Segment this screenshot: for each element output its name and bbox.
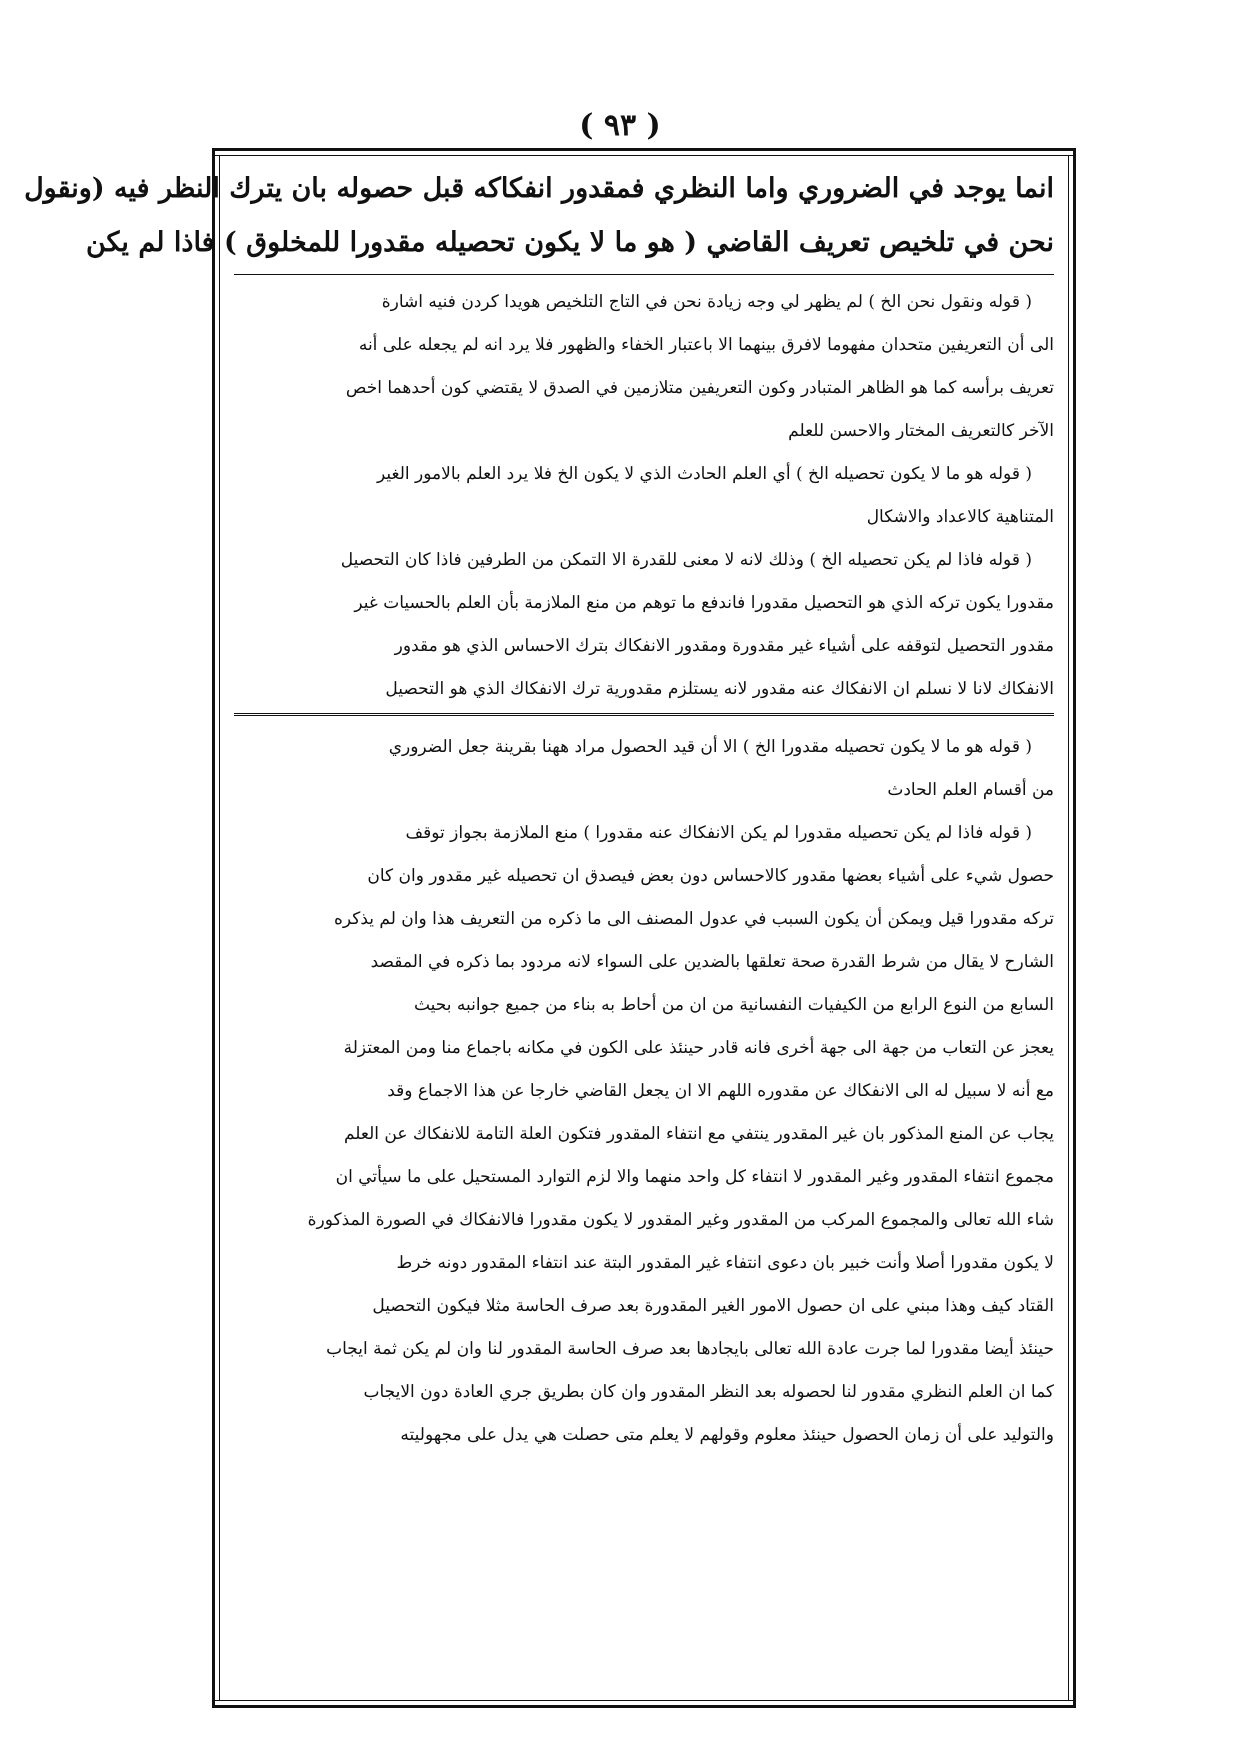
page-number: ( ٩٣ ) xyxy=(579,108,661,143)
gloss-line: والتوليد على أن زمان الحصول حينئذ معلوم وقولهم لا يعلم متى حصلت هي يدل على مجهوليته xyxy=(400,1425,1054,1445)
gloss-line: الى أن التعريفين متحدان مفهوما لافرق بينهما الا باعتبار الخفاء والظهور فلا يرد انه لم يجعله على أنه xyxy=(358,335,1054,355)
gloss-line: كما ان العلم النظري مقدور لنا لحصوله بعد النظر المقدور وان كان بطريق جري العادة دون الايجاب xyxy=(363,1382,1054,1402)
gloss-line: من أقسام العلم الحادث xyxy=(887,780,1054,800)
gloss-line: حصول شيء على أشياء بعضها مقدور كالاحساس دون بعض فيصدق ان تحصيله غير مقدور وان كان xyxy=(367,866,1054,886)
gloss-line: مقدورا يكون تركه الذي هو التحصيل مقدورا فاندفع ما توهم من منع الملازمة بأن العلم بالحسيات غير xyxy=(354,593,1054,613)
gloss-line: شاء الله تعالى والمجموع المركب من المقدور وغير المقدور لا يكون مقدورا فالانفكاك في الصورة المذكورة xyxy=(307,1210,1054,1230)
gloss-line: تركه مقدورا قيل ويمكن أن يكون السبب في عدول المصنف الى ما ذكره من التعريف هذا وان لم يذكره xyxy=(333,909,1054,929)
gloss-line: المتناهية كالاعداد والاشكال xyxy=(866,507,1054,527)
gloss-line: لا يكون مقدورا أصلا وأنت خبير بان دعوى انتفاء غير المقدور البتة عند انتفاء المقدور دونه خرط xyxy=(396,1253,1054,1273)
gloss-line: ( قوله هو ما لا يكون تحصيله مقدورا الخ ) الا أن قيد الحصول مراد ههنا بقرينة جعل الضروري xyxy=(388,737,1032,757)
main-text xyxy=(24,162,1054,270)
gloss-line: ( قوله هو ما لا يكون تحصيله الخ ) أي العلم الحادث الذي لا يكون الخ فلا يرد العلم بالامور الغير xyxy=(377,464,1032,484)
gloss-line: يعجز عن التعاب من جهة الى جهة أخرى فانه قادر حينئذ على الكون في مكانه باجماع منا ومن المعتزلة xyxy=(343,1038,1054,1058)
gloss-line: تعريف برأسه كما هو الظاهر المتبادر وكون التعريفين متلازمين في الصدق لا يقتضي كون أحدهما اخص xyxy=(345,378,1054,398)
gloss-line: مقدور التحصيل لتوقفه على أشياء غير مقدورة ومقدور الانفكاك بترك الاحساس الذي هو مقدور xyxy=(394,636,1054,656)
page-frame xyxy=(24,148,1076,1708)
gloss-line: حينئذ أيضا مقدورا لما جرت عادة الله تعالى بايجادها بعد صرف الحاسة المقدور لنا وان لم يكن ثمة ايجاب xyxy=(326,1339,1054,1359)
page-content xyxy=(24,162,1054,1694)
gloss-line: الانفكاك لانا لا نسلم ان الانفكاك عنه مقدور لانه يستلزم مقدورية ترك الانفكاك الذي هو التحصيل xyxy=(385,679,1054,699)
gloss-line: السابع من النوع الرابع من الكيفيات النفسانية من ان من أحاط به بناء من جميع جوانبه بحيث xyxy=(413,995,1054,1015)
gloss-line: القتاد كيف وهذا مبني على ان حصول الامور الغير المقدورة بعد صرف الحاسة مثلا فيكون التحصيل xyxy=(372,1296,1054,1316)
gloss-line: مجموع انتفاء المقدور وغير المقدور لا انتفاء كل واحد منهما والا لزم التوارد المستحيل على ما سيأتي ان xyxy=(335,1167,1054,1187)
gloss-line: الشارح لا يقال من شرط القدرة صحة تعلقها بالضدين على السواء لانه مردود بما ذكره في المقصد xyxy=(370,952,1054,972)
gloss-line: يجاب عن المنع المذكور بان غير المقدور ينتفي مع انتفاء المقدور فتكون العلة التامة للانفكاك عن العلم xyxy=(343,1124,1054,1144)
commentary-second xyxy=(234,726,1054,1457)
main-line: انما يوجد في الضروري واما النظري فمقدور انفكاكه قبل حصوله بان يترك النظر فيه (ونقول xyxy=(24,173,1054,204)
gloss-line: مع أنه لا سبيل له الى الانفكاك عن مقدوره اللهم الا ان يجعل القاضي خارجا عن هذا الاجماع وقد xyxy=(387,1081,1054,1101)
gloss-line: ( قوله فاذا لم يكن تحصيله مقدورا لم يكن الانفكاك عنه مقدورا ) منع الملازمة بجواز توقف xyxy=(405,823,1032,843)
main-line: نحن في تلخيص تعريف القاضي ( هو ما لا يكون تحصيله مقدورا للمخلوق ) فاذا لم يكن xyxy=(85,227,1054,258)
gloss-line: الآخر كالتعريف المختار والاحسن للعلم xyxy=(788,421,1054,441)
commentary-first xyxy=(234,281,1054,711)
commentary-divider xyxy=(234,713,1054,720)
gloss-line: ( قوله ونقول نحن الخ ) لم يظهر لي وجه زيادة نحن في التاج التلخيص هويدا كردن فنيه اشارة xyxy=(381,292,1032,312)
section-divider xyxy=(234,274,1054,275)
gloss-line: ( قوله فاذا لم يكن تحصيله الخ ) وذلك لانه لا معنى للقدرة الا التمكن من الطرفين فاذا كان التحصيل xyxy=(340,550,1032,570)
